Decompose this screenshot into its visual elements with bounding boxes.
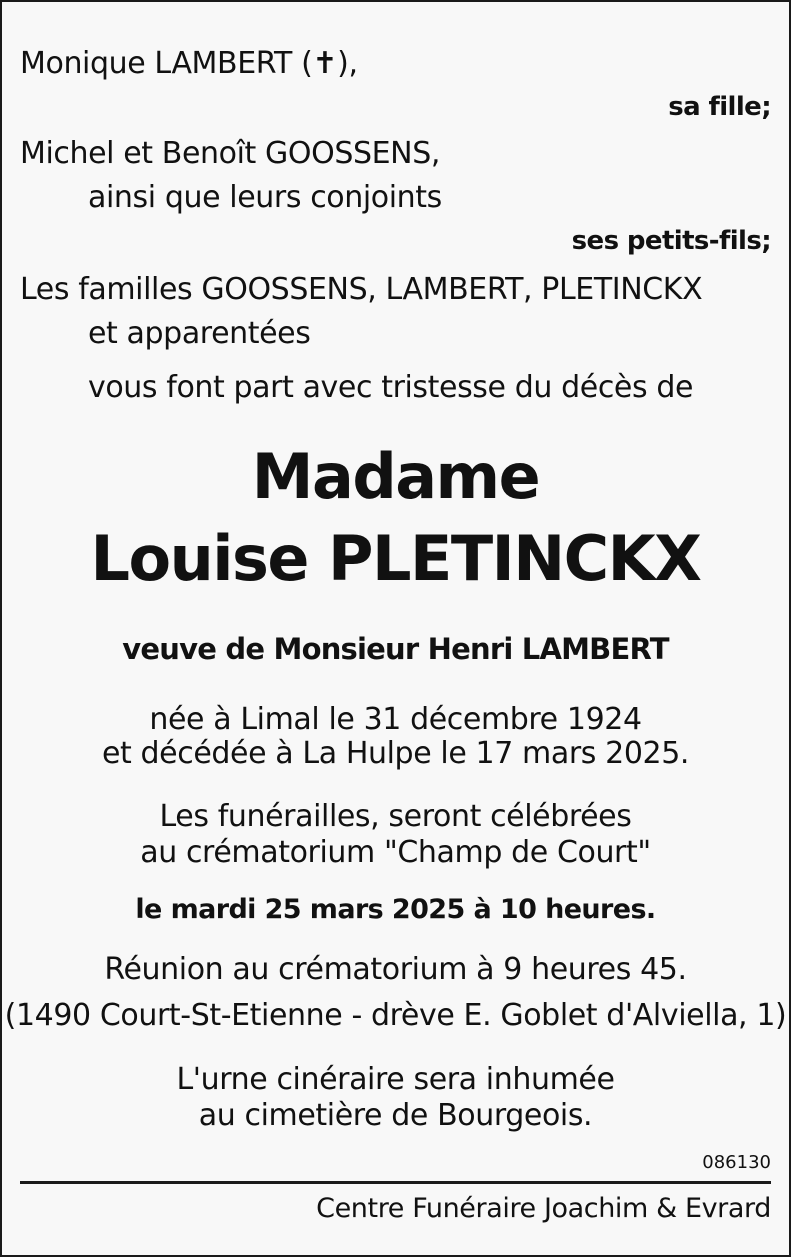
relation-grandsons: ses petits-fils;	[571, 226, 771, 256]
reference-number: 086130	[702, 1152, 771, 1173]
footer-divider	[20, 1181, 771, 1184]
family-line-families: Les familles GOOSSENS, LAMBERT, PLETINCKX	[20, 272, 703, 307]
death-line: et décédée à La Hulpe le 17 mars 2025.	[101, 736, 690, 771]
family-line-relatives: et apparentées	[88, 316, 311, 351]
relation-daughter: sa fille;	[668, 92, 771, 122]
meeting-address: (1490 Court-St-Etienne - drève E. Goblet d'Alviella, 1)	[4, 998, 787, 1033]
meeting-line-1: Réunion au crématorium à 9 heures 45.	[104, 952, 687, 987]
urn-line-1: L'urne cinéraire sera inhumée	[176, 1062, 615, 1097]
funeral-home-name: Centre Funéraire Joachim & Evrard	[316, 1193, 771, 1224]
family-line-grandsons: Michel et Benoît GOOSSENS,	[20, 136, 440, 171]
family-line-spouses: ainsi que leurs conjoints	[88, 180, 442, 215]
deceased-name: Louise PLETINCKX	[90, 522, 701, 595]
birth-line: née à Limal le 31 décembre 1924	[149, 702, 642, 737]
widow-of: veuve de Monsieur Henri LAMBERT	[122, 632, 669, 666]
urn-line-2: au cimetière de Bourgeois.	[198, 1098, 593, 1133]
funeral-line-1: Les funérailles, seront célébrées	[159, 799, 632, 834]
announcement-line: vous font part avec tristesse du décès de	[88, 370, 694, 405]
daughter-name-suffix: ),	[337, 46, 358, 81]
funeral-line-2: au crématorium "Champ de Court"	[140, 835, 651, 870]
family-line-daughter	[20, 46, 358, 82]
daughter-name: Monique LAMBERT (	[20, 46, 313, 81]
funeral-date: le mardi 25 mars 2025 à 10 heures.	[135, 894, 656, 925]
deceased-title: Madame	[251, 440, 540, 513]
cross-icon: ✝	[312, 46, 338, 81]
